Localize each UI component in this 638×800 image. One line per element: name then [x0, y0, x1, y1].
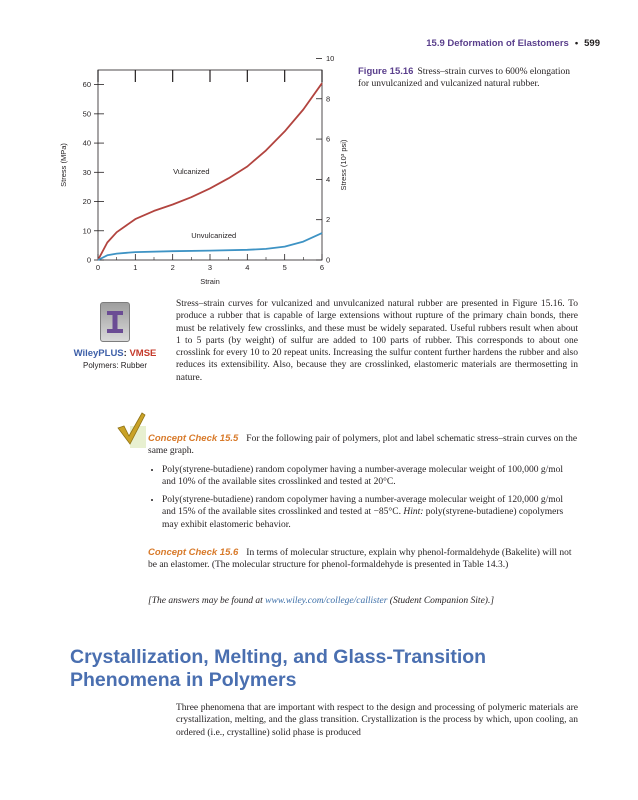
wileyplus-vmse-note[interactable]: [60, 302, 170, 370]
series-label-unvulcanized: Unvulcanized: [191, 231, 237, 241]
y-left-tick-label: 20: [82, 197, 91, 207]
y-right-axis-label: Stress (10³ psi): [339, 139, 348, 191]
series-label-vulcanized: Vulcanized: [173, 166, 210, 176]
x-tick-label: 1: [133, 263, 138, 272]
figure-label: Figure 15.16: [358, 66, 414, 77]
header-section-title: 15.9 Deformation of Elastomers: [426, 38, 569, 49]
concept-check-label: Concept Check 15.5: [148, 433, 239, 444]
y-left-tick-label: 50: [82, 109, 91, 119]
answers-prefix: [The answers may be found at: [148, 596, 266, 606]
y-right-tick-label: 4: [326, 174, 331, 184]
y-right-tick-label: 10: [326, 53, 335, 63]
vmse-module-icon[interactable]: [100, 302, 130, 342]
section-title: Crystallization, Melting, and Glass-Transition Phenomena in Polymers: [70, 646, 487, 691]
x-tick-label: 0: [95, 263, 101, 272]
stress-strain-chart: [52, 53, 352, 290]
x-axis-label: Strain: [200, 277, 220, 286]
x-tick-label: 5: [282, 263, 287, 272]
y-left-tick-label: 30: [82, 167, 91, 177]
x-tick-label: 6: [319, 263, 325, 272]
answers-note: [148, 596, 578, 606]
i-beam-icon: [106, 309, 124, 335]
concept-check-label: Concept Check 15.6: [148, 547, 239, 558]
y-left-axis-label: Stress (MPa): [59, 143, 68, 187]
list-item: • Poly(styrene-butadiene) random copolymer having a number-average molecular weight of 100,000 g/mol and 10% of the available sites crosslinked and tested at 20°C.: [162, 464, 578, 489]
y-right-tick-label: 2: [326, 215, 331, 225]
vmse-label: VMSE: [129, 348, 157, 359]
paragraph-crystallization: Three phenomena that are important with respect to the design and processing of polymeric materials are crystallization, melting, and the glass transition. Crystallization is the process by which, upon cooling, an ordered (i.e., crystalline) solid phase is produced: [176, 703, 578, 738]
y-left-tick-label: 10: [82, 226, 91, 236]
concept-check-15-5: [148, 433, 578, 537]
y-right-tick-label: 8: [326, 94, 331, 104]
list-item: • Poly(styrene-butadiene) random copolymer having a number-average molecular weight of 120,000 g/mol and 15% of the available sites crosslinked and tested at −85°C. Hint: poly(styrene-butadiene) copolymers may exhibit elastomeric behavior.: [162, 494, 578, 531]
x-tick-label: 2: [170, 263, 175, 272]
running-header: [426, 38, 600, 49]
header-separator: •: [574, 38, 579, 49]
y-left-tick-label: 60: [82, 80, 91, 90]
y-left-tick-label: 40: [82, 138, 91, 148]
y-right-tick-label: 0: [326, 255, 331, 265]
answers-suffix: (Student Companion Site).]: [387, 596, 495, 606]
vmse-topic: Polymers: Rubber: [82, 361, 148, 370]
brand-separator: :: [123, 348, 127, 359]
hint-label: Hint:: [403, 507, 424, 518]
figure-caption: [358, 66, 578, 90]
y-right-tick-label: 6: [326, 134, 331, 144]
concept-check-prompt: For the following pair of polymers, plot and label schematic stress–strain curves on the same graph.: [148, 434, 578, 457]
wileyplus-vmse-brand: [60, 348, 170, 359]
companion-site-link[interactable]: www.wiley.com/college/callister: [265, 596, 388, 606]
paragraph-vulcanization: Stress–strain curves for vulcanized and unvulcanized natural rubber are presented in Figure 15.16. To produce a rubber that is capable of large extensions without rupture of the primary chain bonds, there must be relatively few crosslinks, and these must be widely separated. Useful rubbers result when about 1 to 5 parts (by weight) of sulfur are added to 100 parts of rubber. This corresponds to about one crosslink for every 10 to 20 repeat units. Increasing the sulfur content further hardens the rubber and also reduces its extensibility. Also, because they are crosslinked, elastomeric materials are thermosetting in nature.: [176, 299, 578, 383]
x-tick-label: 4: [245, 263, 250, 272]
concept-check-prompt: In terms of molecular structure, explain why phenol-formaldehyde (Bakelite) will not be an elastomer. (The molecular structure for phenol-formaldehyde is presented in Table 14.3.): [148, 548, 572, 571]
concept-check-15-6: [148, 547, 578, 572]
concept-check-list: [148, 464, 578, 531]
x-tick-label: 3: [207, 263, 213, 272]
y-left-tick-label: 0: [86, 255, 91, 265]
checkmark-icon: [116, 412, 146, 448]
hint-text: poly(styrene-butadiene) copolymers may exhibit elastomeric behavior.: [162, 507, 564, 530]
page-number: 599: [584, 38, 600, 49]
figure-caption-text: Stress–strain curves to 600% elongation for unvulcanized and vulcanized natural rubber.: [358, 67, 570, 89]
wileyplus-label: WileyPLUS: [73, 348, 124, 359]
